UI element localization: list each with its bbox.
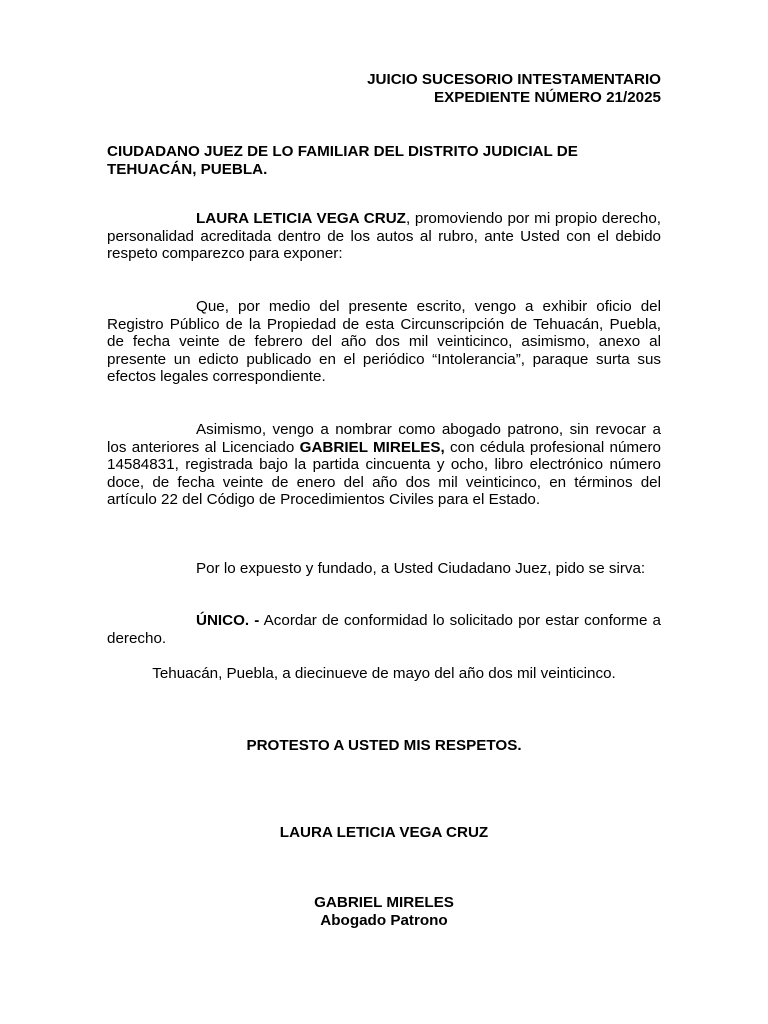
lawyer-name-inline: GABRIEL MIRELES, <box>299 438 445 456</box>
unique-point-label: ÚNICO. - <box>196 612 260 629</box>
lawyer-signature-block <box>107 894 661 929</box>
unique-point-paragraph <box>107 612 661 647</box>
addressee <box>107 143 661 178</box>
addressee-line-2: TEHUACÁN, PUEBLA. <box>107 160 268 178</box>
unique-point-text: Acordar de conformidad lo solicitado por estar conforme a derecho. <box>107 612 661 647</box>
case-header <box>107 71 661 106</box>
exhibit-paragraph: Que, por medio del presente escrito, vengo a exhibir oficio del Registro Público de la Propiedad de esta Circunscripción de Tehuacán, Puebla, de fecha veinte de febrero del año dos mil veinticinco, asimismo, anexo al presente un edicto publicado en el periódico “Intolerancia”, paraque surta sus efectos legales correspondiente. <box>107 298 661 386</box>
appointment-text-before: Asimismo, vengo a nombrar como abogado patrono, sin revocar a los anteriores al Licenciado <box>107 421 661 456</box>
promoter-name: LAURA LETICIA VEGA CRUZ <box>196 210 406 227</box>
promoter-signature-name: LAURA LETICIA VEGA CRUZ <box>279 824 489 841</box>
lawyer-appointment-paragraph <box>107 421 661 509</box>
case-type: JUICIO SUCESORIO INTESTAMENTARIO <box>367 71 661 88</box>
closing-protest: PROTESTO A USTED MIS RESPETOS. <box>246 737 522 754</box>
place-date: Tehuacán, Puebla, a diecinueve de mayo del año dos mil veinticinco. <box>152 665 616 682</box>
request-paragraph: Por lo expuesto y fundado, a Usted Ciudadano Juez, pido se sirva: <box>196 560 646 577</box>
intro-paragraph <box>107 210 661 263</box>
intro-text: , promoviendo por mi propio derecho, personalidad acreditada dentro de los autos al rubro, ante Usted con el debido respeto comparezco para exponer: <box>107 210 661 263</box>
lawyer-signature-name: GABRIEL MIRELES <box>314 894 454 911</box>
appointment-text-after: con cédula profesional número 14584831, registrada bajo la partida cincuenta y ocho, libro electrónico número doce, de fecha veinte de enero del año dos mil veinticinco, en términos del artículo 22 del Código de Procedimientos Civiles para el Estado. <box>107 438 662 509</box>
file-number: EXPEDIENTE NÚMERO 21/2025 <box>433 88 661 106</box>
addressee-line-1: CIUDADANO JUEZ DE LO FAMILIAR DEL DISTRITO JUDICIAL DE <box>107 143 578 160</box>
lawyer-signature-role: Abogado Patrono <box>320 911 448 929</box>
